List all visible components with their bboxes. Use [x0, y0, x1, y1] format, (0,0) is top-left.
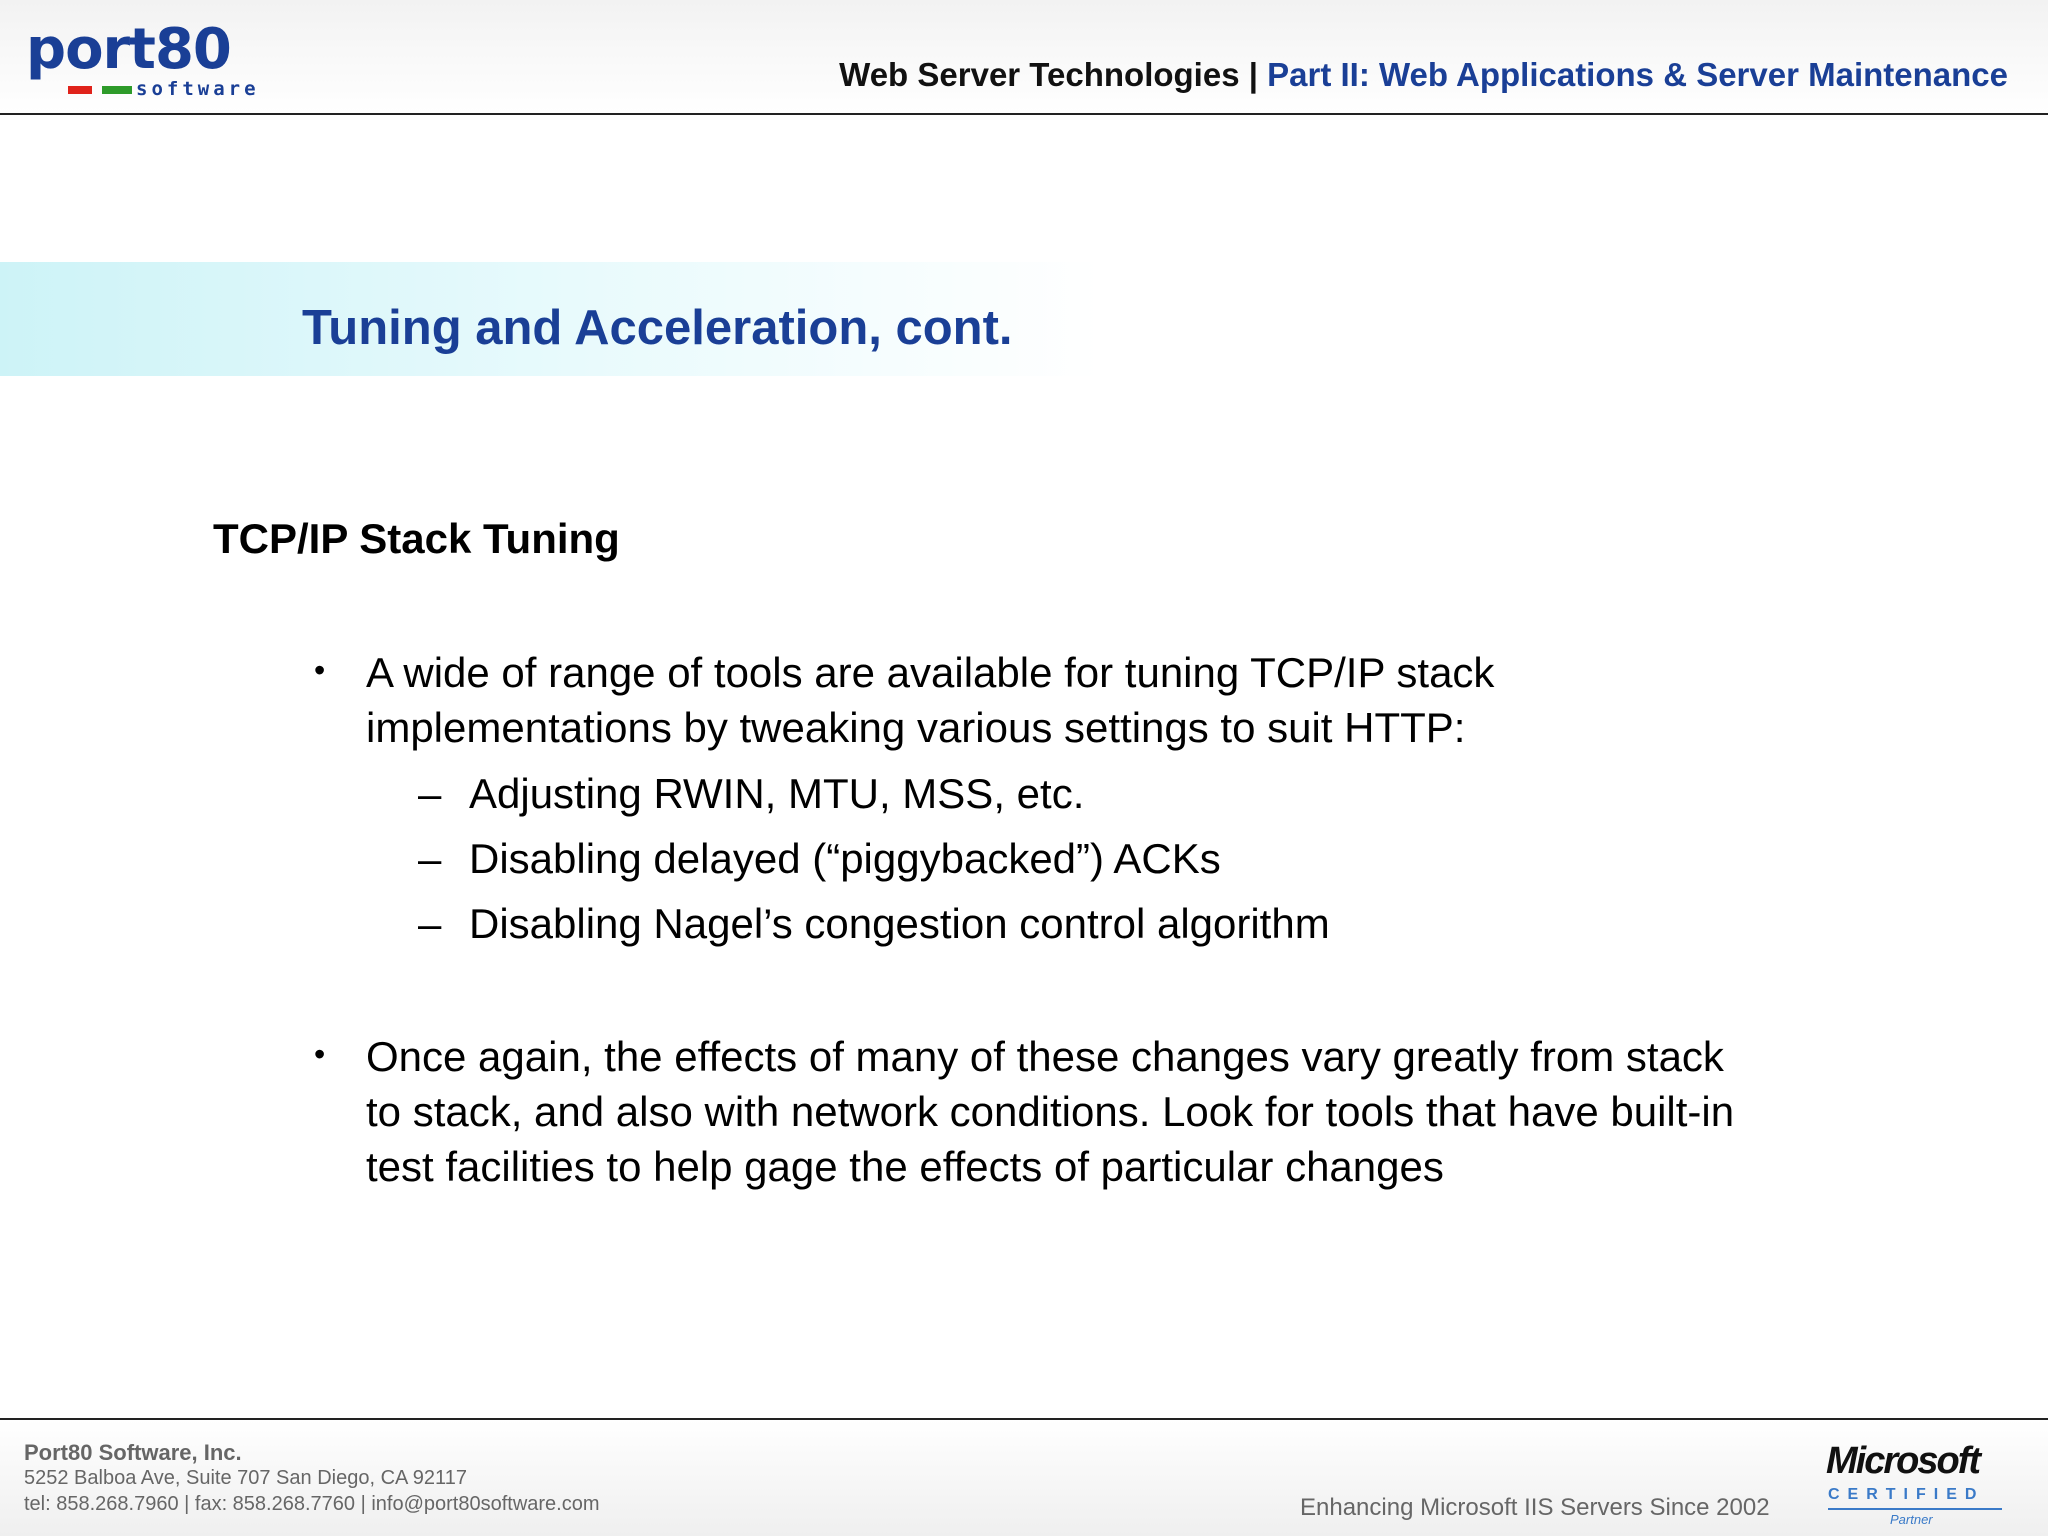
slide-header [0, 0, 2048, 115]
port80-logo [26, 18, 276, 98]
company-name: Port80 Software, Inc. [24, 1440, 242, 1465]
logo-subtext: software [136, 78, 260, 100]
bullet-line: implementations by tweaking various settings to suit HTTP: [366, 704, 1466, 751]
partner-label: Partner [1890, 1512, 1933, 1527]
bullet-line: to stack, and also with network conditions. Look for tools that have built-in [366, 1088, 1735, 1135]
bullet-line: test facilities to help gage the effects of particular changes [366, 1143, 1444, 1190]
bullet-icon: • [314, 652, 326, 688]
slide-footer [0, 1418, 2048, 1536]
certified-label: CERTIFIED [1828, 1486, 1985, 1503]
dash-icon: – [418, 835, 442, 882]
bullet-icon: • [314, 1036, 326, 1072]
company-address: 5252 Balboa Ave, Suite 707 San Diego, CA 92117 [24, 1467, 467, 1489]
header-title [839, 55, 2008, 95]
dash-icon: – [418, 900, 442, 947]
bullet-line: Once again, the effects of many of these changes vary greatly from stack [366, 1033, 1724, 1080]
microsoft-wordmark: Microsoft [1826, 1440, 1979, 1482]
header-title-part: Part II: Web Applications & Server Maintenance [1267, 56, 2008, 93]
dash-icon: – [418, 770, 442, 817]
sub-bullet-text: Disabling delayed (“piggybacked”) ACKs [469, 835, 1221, 882]
company-contact: tel: 858.268.7960 | fax: 858.268.7760 | info@port80software.com [24, 1493, 600, 1515]
microsoft-certified-badge [1826, 1440, 2006, 1530]
logo-red-bar [68, 86, 92, 94]
bullet-text [366, 645, 1966, 755]
badge-divider [1828, 1508, 2002, 1510]
logo-text: port80 [26, 17, 231, 82]
logo-green-bar [102, 86, 132, 94]
sub-bullet-text: Disabling Nagel’s congestion control algorithm [469, 900, 1330, 947]
slide-title: Tuning and Acceleration, cont. [302, 301, 1013, 355]
sub-bullet-text: Adjusting RWIN, MTU, MSS, etc. [469, 770, 1085, 817]
bullet-line: A wide of range of tools are available for tuning TCP/IP stack [366, 649, 1495, 696]
header-title-course: Web Server Technologies | [839, 56, 1258, 93]
section-heading: TCP/IP Stack Tuning [213, 515, 620, 562]
bullet-text [366, 1029, 1966, 1194]
footer-tagline: Enhancing Microsoft IIS Servers Since 2002 [1300, 1494, 1770, 1521]
